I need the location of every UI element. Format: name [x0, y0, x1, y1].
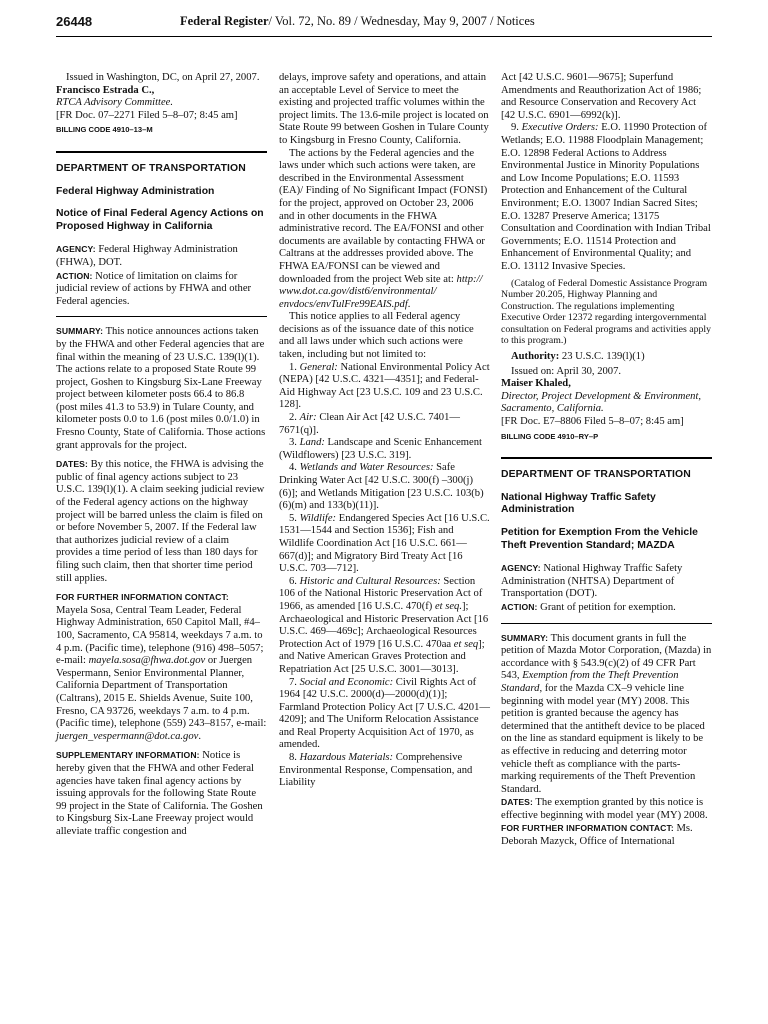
action-text: Notice of limitation on claims for judicial review of actions by FHWA and other Federal agencies. — [56, 270, 252, 307]
summary-paragraph — [501, 632, 712, 797]
department-heading: DEPARTMENT OF TRANSPORTATION — [56, 162, 246, 174]
page-number: 26448 — [56, 14, 93, 29]
item-heading: Historic and Cultural Resources: — [299, 575, 441, 587]
item-number: 3. — [289, 437, 300, 449]
agency-text: National Highway Traffic Safety Administration (NHTSA) Department of Transportation (DOT). — [501, 563, 683, 600]
agency-text: Federal Highway Administration (FHWA), DOT. — [56, 244, 238, 268]
item-number: 2. — [289, 412, 300, 424]
agency-label: AGENCY: — [56, 244, 96, 255]
signer-title: Director, Project Development & Environment, Sacramento, California. — [501, 390, 702, 415]
item-number: 9. — [511, 122, 522, 134]
summary-italic: Exemption from the Theft Prevention Standard — [501, 670, 679, 694]
supplementary-paragraph — [56, 749, 267, 838]
item-text: ]; and Native American Graves Protection and Repatriation Act [25 U.S.C. 3001—3013]. — [279, 638, 485, 675]
section-divider — [56, 151, 267, 153]
notice-title: Notice of Final Federal Agency Actions on Proposed Highway in California — [56, 208, 264, 232]
et-seq: et seq — [453, 638, 479, 650]
item-text: ]; Archaeological and Historic Preservation Act [16 U.S.C. 469—469c]; Archaeological Resources Protection Act of 1979 [16 U.S.C. 470aa — [279, 600, 489, 650]
item-text: National Environmental Policy Act (NEPA) [42 U.S.C. 4321—4351]; and Federal-Aid Highway Act [23 U.S.C. 109 and 23 U.S.C. 128]. — [279, 361, 490, 411]
item-heading: General: — [299, 361, 338, 373]
authority-label: Authority: — [511, 351, 560, 363]
petition-title: Petition for Exemption From the Vehicle Theft Prevention Standard; MAZDA — [501, 527, 698, 551]
dates-label: DATES: — [56, 459, 88, 470]
signer-name: Maiser Khaled, — [501, 378, 571, 390]
item-text: Landscape and Scenic Enhancement (Wildflowers) [23 U.S.C. 319]. — [279, 437, 482, 461]
column-2 — [279, 72, 490, 790]
list-item-executive-orders — [501, 122, 712, 273]
column-3 — [501, 72, 712, 849]
item-heading: Hazardous Materials: — [299, 752, 394, 764]
contact-text-b: or Juergen Vespermann, Senior Environmental Planner, California Department of Transportation (Caltrans), 2015 E. Shields Avenue, Suite 100, Fresno, CA 93726, weekdays 7 a.m. to 4 p.m. (Pacific time), telephone (559) 243–8157, e-mail: — [56, 655, 267, 730]
item-text: Safe Drinking Water Act [42 U.S.C. 300(f) –300(j)(6)]; and Wetlands Mitigation [23 U.S.C. 103(b)(6)(m) and 133(b)(11)]. — [279, 462, 484, 512]
contact-label: FOR FURTHER INFORMATION CONTACT: — [501, 823, 674, 834]
issued-line: Issued on: April 30, 2007. — [511, 365, 622, 377]
section-divider — [501, 457, 712, 459]
department-heading: DEPARTMENT OF TRANSPORTATION — [501, 469, 691, 481]
action-label: ACTION: — [501, 601, 538, 612]
paragraph-applies: This notice applies to all Federal agency decisions as of the issuance date of this notice and all laws under which such actions were taken, including but not limited to: — [279, 311, 474, 361]
item-text: Endangered Species Act [16 U.S.C. 1531—1544 and Section 1536]; Fish and Wildlife Coordination Act [16 U.S.C. 661—667(d)]; and Migratory Bird Treaty Act [16 U.S.C. 703—712]. — [279, 512, 490, 575]
item-text: Comprehensive Environmental Response, Compensation, and Liability — [279, 752, 473, 789]
item-heading: Social and Economic: — [299, 676, 394, 688]
summary-text: This document grants in full the petition of Mazda Motor Corporation, (Mazda) in accordance with § 543.9(c)(2) of 49 CFR Part 543, — [501, 632, 712, 682]
billing-code: BILLING CODE 4910–RY–P — [501, 431, 599, 441]
summary-text: This notice announces actions taken by the FHWA and other Federal agencies that are final within the meaning of 23 U.S.C. 139(l)(1). The actions relate to a proposed State Route 99 project, Goshen to Kingsburg Six-Lane Freeway project between kilometer posts 66.4 to 86.8 (post miles 41.3 to 53.9) in Tulare County, and kilometer posts 0.0 to 1.6 (post miles 0.0/1.0) in Fresno County, State of California. Those actions grant approvals for the project. — [56, 326, 266, 451]
item-number: 6. — [289, 575, 300, 587]
page-header — [56, 12, 712, 36]
list-item-land — [279, 437, 490, 462]
item-heading: Wetlands and Water Resources: — [299, 462, 434, 474]
item-heading: Executive Orders: — [521, 122, 599, 134]
project-url[interactable]: http:// www.dot.ca.gov/dist6/environmental/ envdocs/envTulFre99EAIS.pdf — [279, 273, 483, 310]
issue-meta: / Vol. 72, No. 89 / Wednesday, May 9, 2007 / Notices — [268, 14, 535, 28]
item-number: 5. — [289, 512, 300, 524]
item-text: Section 106 of the National Historic Preservation Act of 1966, as amended [16 U.S.C. 470(f) — [279, 575, 483, 612]
billing-code: BILLING CODE 4910–13–M — [56, 125, 153, 135]
contact-text-a: Mayela Sosa, Central Team Leader, Federal Highway Administration, 650 Capitol Mall, #4–100, Sacramento, CA 95814, weekdays 7 a.m. to 4 p.m. (Pacific time), telephone (916) 498–5057; e-mail: — [56, 604, 264, 667]
agency-paragraph — [501, 562, 712, 601]
item-heading: Air: — [299, 412, 317, 424]
item-text: Clean Air Act [42 U.S.C. 7401—7671(q)]. — [279, 412, 460, 436]
catalog-note: (Catalog of Federal Domestic Assistance Program Number 20.205, Highway Planning and Construction. The regulations implementing Executive Order 12372 regarding intergovernmental consultation on Federal programs and activities apply to this program.) — [501, 277, 712, 347]
contact-paragraph — [56, 591, 267, 743]
divider — [501, 623, 712, 624]
list-item-air — [279, 412, 490, 437]
list-item-hazardous — [279, 752, 490, 790]
agency-heading: Federal Highway Administration — [56, 185, 215, 197]
authority-line — [501, 351, 712, 364]
dates-text: By this notice, the FHWA is advising the public of final agency actions subject to 23 U.S.C. 139(l)(1). A claim seeking judicial review of the Federal agency actions on the highway project will be barred unless the claim is filed on or before November 5, 2007. If the Federal law that authorizes judicial review of a claim provides a time period of less than 180 days for filing such claim, then that shorter time period still applies. — [56, 459, 265, 584]
summary-label: SUMMARY: — [501, 632, 549, 643]
summary-label: SUMMARY: — [56, 326, 104, 337]
supplementary-label: SUPPLEMENTARY INFORMATION: — [56, 750, 200, 761]
action-paragraph — [56, 270, 267, 309]
item-number: 8. — [289, 752, 300, 764]
dates-paragraph — [56, 458, 267, 585]
fr-doc-line: [FR Doc. 07–2271 Filed 5–8–07; 8:45 am] — [56, 109, 238, 121]
divider — [56, 316, 267, 317]
summary-text-b: , for the Mazda CX–9 vehicle line beginning with model year (MY) 2008. This petition is granted because the agency has determined that the antitheft device to be placed on the line as standard equipment is likely to be as effective in reducing and deterring motor vehicle theft as compliance with the parts-marking requirements of the Theft Prevention Standard. — [501, 682, 705, 795]
issued-line: Issued in Washington, DC, on April 27, 2007. — [66, 72, 260, 83]
authority-text: 23 U.S.C. 139(l)(1) — [559, 351, 645, 363]
contact-paragraph — [501, 822, 712, 848]
list-item-historic — [279, 576, 490, 677]
item-number: 1. — [289, 361, 300, 373]
contact-email-a[interactable]: mayela.sosa@fhwa.dot.gov — [88, 655, 206, 667]
dates-label: DATES: — [501, 797, 533, 808]
item-heading: Land: — [299, 437, 325, 449]
publication-name: Federal Register — [180, 14, 269, 28]
list-item-social — [279, 677, 490, 753]
paragraph-continued: Act [42 U.S.C. 9601—9675]; Superfund Amendments and Reauthorization Act of 1986; and Resource Conservation and Recovery Act [42 U.S.C. 6901—6992(k)]. — [501, 72, 702, 121]
agency-paragraph — [56, 243, 267, 269]
dates-paragraph — [501, 796, 712, 822]
summary-paragraph — [56, 325, 267, 452]
item-number: 4. — [289, 462, 300, 474]
contact-email-b[interactable]: juergen_vespermann@dot.ca.gov — [56, 730, 199, 742]
actions-text: The actions by the Federal agencies and the laws under which such actions were taken, are described in the Environmental Assessment (EA)/ Finding of No Significant Impact (FONSI) for the project, approved on October 23, 2006 and in other documents in the FHWA administrative record. The EA/FONSI and other documents are available by contacting FHWA or Caltrans at the addresses provided above. The FHWA EA/FONSI can be viewed and downloaded from the project Web site at: — [279, 147, 488, 285]
action-label: ACTION: — [56, 270, 93, 281]
contact-text-c: . — [198, 730, 201, 742]
contact-text: Ms. Deborah Mazyck, Office of International — [501, 823, 693, 848]
supplementary-text: Notice is hereby given that the FHWA and other Federal agencies have taken final agency actions by issuing approvals for the following State Route 99 project in the State of California. The Goshen to Kingsburg Six-Lane Freeway project would alleviate traffic congestion and — [56, 750, 263, 837]
dates-text: The exemption granted by this notice is effective beginning with model year (MY) 2008. — [501, 797, 708, 821]
fr-doc-line: [FR Doc. E7–8806 Filed 5–8–07; 8:45 am] — [501, 416, 684, 428]
agency-label: AGENCY: — [501, 563, 541, 574]
paragraph-continued: delays, improve safety and operations, and attain an acceptable Level of Service to meet the existing and projected traffic volumes within the project limits. The 13.6-mile project is located on State Route 99 between Goshen in Tulare County to Kingsburg in Fresno County, California. — [279, 72, 489, 146]
list-item-wildlife — [279, 513, 490, 576]
header-rule — [56, 36, 712, 37]
column-1 — [56, 72, 267, 838]
signer-title: RTCA Advisory Committee. — [56, 97, 174, 109]
item-number: 7. — [289, 676, 300, 688]
header-line — [180, 14, 535, 29]
item-heading: Wildlife: — [299, 512, 337, 524]
paragraph-actions — [279, 148, 490, 312]
actions-text-end: . — [407, 298, 411, 310]
et-seq: et seq. — [434, 600, 463, 612]
item-text: E.O. 11990 Protection of Wetlands; E.O. 11988 Floodplain Management; E.O. 12898 Federal Actions to Address Environmental Justice in Minority Populations and Low Income Populations; E.O. 11593 Protection and Enhancement of the Cultural Environment; E.O. 13007 Indian Sacred Sites; E.O. 13287 Preserve America; 13175 Consultation and Coordination with Indian Tribal Governments; E.O. 11514 Protection and Enhancement of Environmental Quality; and E.O. 13112 Invasive Species. — [501, 122, 711, 272]
list-item-general — [279, 362, 490, 412]
list-item-wetlands — [279, 462, 490, 512]
signer-name: Francisco Estrada C., — [56, 84, 155, 96]
item-text: Civil Rights Act of 1964 [42 U.S.C. 2000(d)—2000(d)(1)]; Farmland Protection Policy Act [7 U.S.C. 4201—4209]; and The Uniform Relocation Assistance and Real Property Acquisition Act of 1970, as amended. — [279, 676, 490, 751]
agency-heading: National Highway Traffic Safety Administration — [501, 491, 656, 516]
contact-label: FOR FURTHER INFORMATION CONTACT: — [56, 592, 229, 603]
action-paragraph — [501, 601, 712, 615]
action-text: Grant of petition for exemption. — [540, 601, 676, 613]
